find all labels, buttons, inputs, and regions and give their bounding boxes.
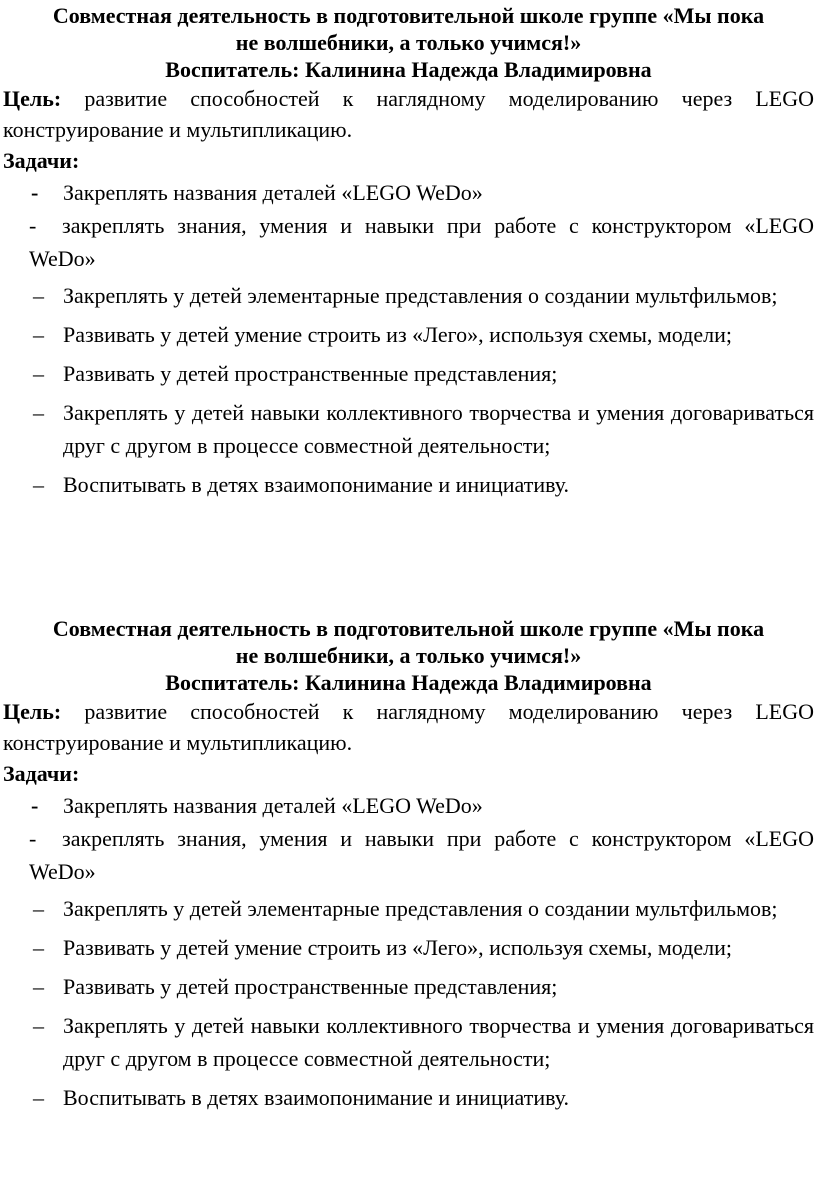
hyphen-marker: -: [31, 793, 39, 818]
list-item: [3, 970, 814, 1003]
tasks-heading: Задачи:: [3, 148, 80, 173]
dash-marker: –: [33, 974, 44, 999]
activity-block: [3, 2, 814, 507]
dash-marker: –: [33, 322, 44, 347]
list-item: [3, 1009, 814, 1075]
dash-marker: –: [33, 1085, 44, 1110]
goal-paragraph: [3, 83, 814, 145]
document-title: [3, 2, 814, 56]
dash-marker: –: [33, 1013, 44, 1038]
activity-block: [3, 615, 814, 1120]
goal-text: развитие способностей к наглядному моделированию через LEGO конструирование и мультипликацию.: [3, 86, 814, 142]
title-line-2: не волшебники, а только учимся!»: [235, 643, 582, 668]
goal-label: Цель:: [3, 86, 62, 111]
list-item: [3, 357, 814, 390]
task-item-hyphen: [3, 789, 814, 822]
dash-marker: –: [33, 361, 44, 386]
title-line-1: Совместная деятельность в подготовительной школе группе «Мы пока: [52, 3, 765, 28]
list-item-text: Развивать у детей пространственные представления;: [63, 974, 558, 999]
list-item-text: Воспитывать в детях взаимопонимание и инициативу.: [63, 472, 570, 497]
list-item: [3, 931, 814, 964]
dash-marker: –: [33, 472, 44, 497]
dash-marker: –: [33, 896, 44, 921]
hyphen-marker: -: [29, 826, 37, 851]
dash-marker: –: [33, 935, 44, 960]
list-item: [3, 396, 814, 462]
document-title: [3, 615, 814, 669]
list-item-text: Развивать у детей умение строить из «Лего», используя схемы, модели;: [63, 935, 732, 960]
list-item-text: Воспитывать в детях взаимопонимание и инициативу.: [63, 1085, 570, 1110]
list-item: [3, 318, 814, 351]
list-item: [3, 468, 814, 501]
task-text: Закреплять названия деталей «LEGO WeDo»: [63, 793, 483, 818]
task-item-hyphen: [3, 822, 814, 888]
teacher-line: Воспитатель: Калинина Надежда Владимировна: [165, 670, 652, 695]
task-list: [3, 279, 814, 501]
goal-paragraph: [3, 696, 814, 758]
title-line-1: Совместная деятельность в подготовительной школе группе «Мы пока: [52, 616, 765, 641]
task-item-hyphen: [3, 176, 814, 209]
list-item-text: Развивать у детей пространственные представления;: [63, 361, 558, 386]
task-list: [3, 892, 814, 1114]
task-text: Закреплять названия деталей «LEGO WeDo»: [63, 180, 483, 205]
dash-marker: –: [33, 400, 44, 425]
title-line-2: не волшебники, а только учимся!»: [235, 30, 582, 55]
task-item-hyphen: [3, 209, 814, 275]
list-item: [3, 279, 814, 312]
list-item: [3, 1081, 814, 1114]
task-text: закреплять знания, умения и навыки при работе с конструктором «LEGO WeDo»: [29, 826, 814, 884]
teacher-line: Воспитатель: Калинина Надежда Владимировна: [165, 57, 652, 82]
hyphen-marker: -: [31, 180, 39, 205]
dash-marker: –: [33, 283, 44, 308]
task-text: закреплять знания, умения и навыки при работе с конструктором «LEGO WeDo»: [29, 213, 814, 271]
list-item-text: Закреплять у детей навыки коллективного творчества и умения договариваться друг с другом в процессе совместной деятельности;: [63, 1013, 814, 1071]
list-item-text: Закреплять у детей навыки коллективного творчества и умения договариваться друг с другом в процессе совместной деятельности;: [63, 400, 814, 458]
list-item: [3, 892, 814, 925]
list-item-text: Закреплять у детей элементарные представления о создании мультфильмов;: [63, 283, 778, 308]
goal-text: развитие способностей к наглядному моделированию через LEGO конструирование и мультипликацию.: [3, 699, 814, 755]
list-item-text: Закреплять у детей элементарные представления о создании мультфильмов;: [63, 896, 778, 921]
hyphen-marker: -: [29, 213, 37, 238]
tasks-heading: Задачи:: [3, 761, 80, 786]
goal-label: Цель:: [3, 699, 62, 724]
list-item-text: Развивать у детей умение строить из «Лего», используя схемы, модели;: [63, 322, 732, 347]
